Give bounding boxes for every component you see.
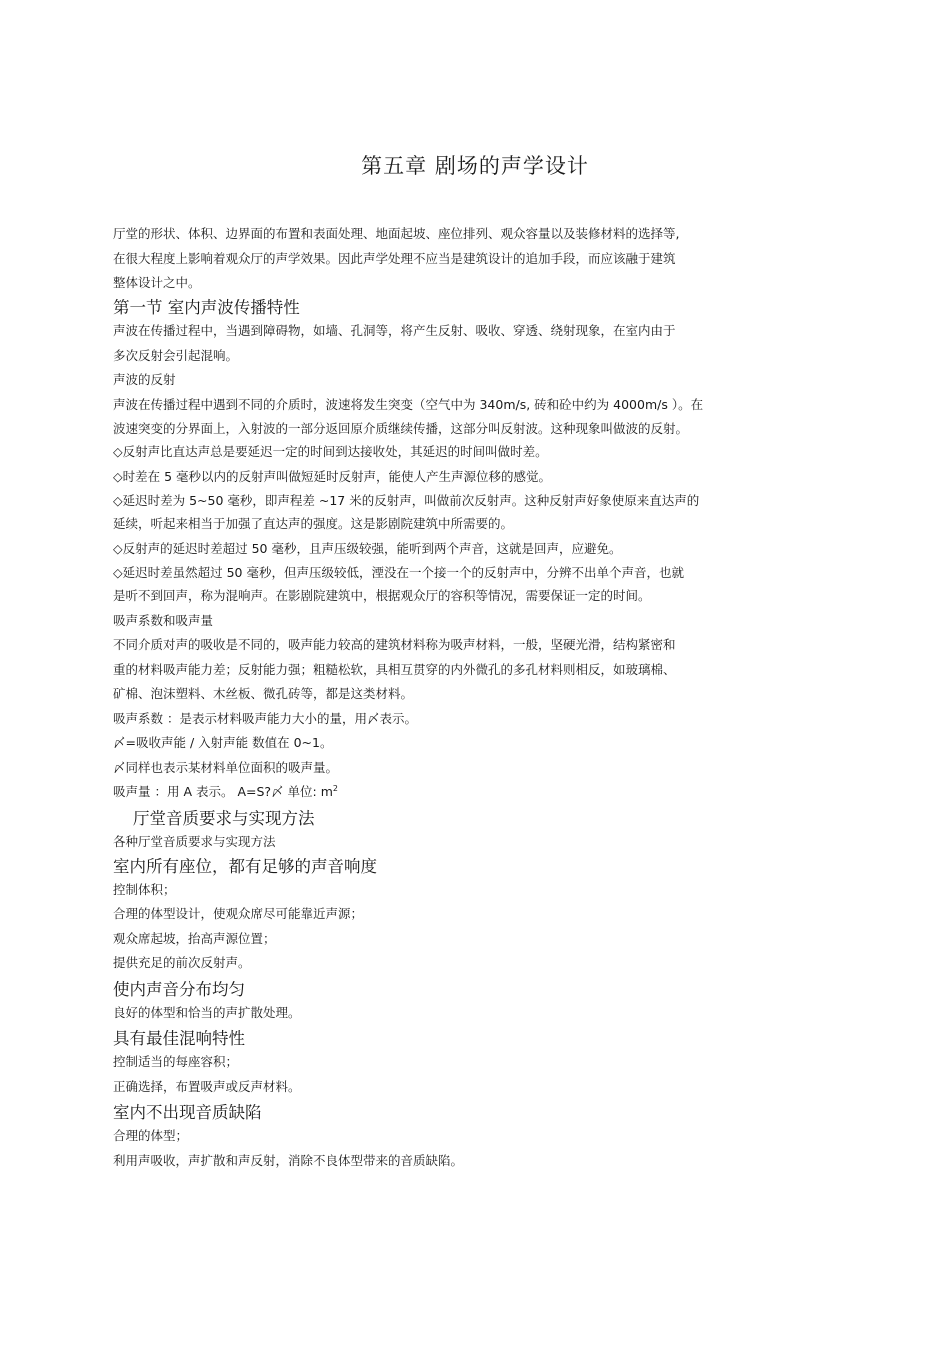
bullet-line: ◇时差在 5 毫秒以内的反射声叫做短延时反射声，能使人产生声源位移的感觉。 — [113, 468, 552, 484]
section-heading: 第一节 室内声波传播特性 — [113, 298, 300, 317]
intro-line: 整体设计之中。 — [113, 275, 201, 290]
absorption-amount-text: 吸声量 ：用 A 表示。 A=S?〆 单位: m — [113, 784, 333, 799]
requirement-heading: 使内声音分布均匀 — [113, 979, 245, 999]
paragraph-line: 波速突变的分界面上，入射波的一部分返回原介质继续传播，这部分叫反射波。这种现象叫做波的反射。 — [113, 421, 689, 436]
requirement-heading: 室内不出现音质缺陷 — [113, 1103, 262, 1122]
requirement-item: 合理的体型； — [113, 1128, 189, 1143]
bullet-line: ◇延迟时差为 5~50 毫秒，即声程差 ~17 米的反射声，叫做前次反射声。这种反射声好象使原来直达声的 — [113, 493, 700, 508]
intro-line: 厅堂的形状、体积、边界面的布置和表面处理、地面起坡、座位排列、观众容量以及装修材料的选择等, — [113, 226, 680, 241]
subsection-title: 吸声系数和吸声量 — [113, 612, 214, 628]
bullet-line: ◇反射声的延迟时差超过 50 毫秒，且声压级较强，能听到两个声音，这就是回声，应避免。 — [113, 540, 622, 556]
requirement-item: 良好的体型和恰当的声扩散处理。 — [113, 1004, 301, 1020]
bullet-line: ◇反射声比直达声总是要延迟一定的时间到达接收处，其延迟的时间叫做时差。 — [113, 444, 548, 459]
section-heading: 厅堂音质要求与实现方法 — [133, 808, 315, 828]
paragraph-line: 吸声系数 ：是表示材料吸声能力大小的量，用〆表示。 — [113, 710, 417, 726]
requirement-heading: 具有最佳混响特性 — [113, 1029, 245, 1048]
bullet-line: 延续，听起来相当于加强了直达声的强度。这是影剧院建筑中所需要的。 — [113, 516, 514, 531]
bullet-line: ◇延迟时差虽然超过 50 毫秒，但声压级较低，湮没在一个接一个的反射声中，分辨不出单个声音，也就 — [113, 565, 684, 580]
subsection-title: 声波的反射 — [113, 372, 176, 387]
unit-superscript: 2 — [332, 783, 338, 793]
document-body — [113, 226, 873, 1177]
paragraph-line: 多次反射会引起混响。 — [113, 347, 239, 363]
paragraph-line: 〆=吸收声能 / 入射声能 数值在 0~1。 — [113, 735, 333, 750]
requirement-item: 控制体积； — [113, 881, 176, 897]
requirement-item: 利用声吸收，声扩散和声反射，消除不良体型带来的音质缺陷。 — [113, 1152, 464, 1168]
requirement-item: 观众席起坡，抬高声源位置； — [113, 930, 276, 946]
formula-line — [113, 784, 873, 809]
bullet-line: 是听不到回声，称为混响声。在影剧院建筑中，根据观众厅的容积等情况，需要保证一定的时间。 — [113, 588, 651, 603]
requirement-item: 提供充足的前次反射声。 — [113, 955, 251, 970]
intro-line: 在很大程度上影响着观众厅的声学效果。因此声学处理不应当是建筑设计的追加手段，而应该融于建筑 — [113, 250, 676, 266]
paragraph-line: 矿棉、泡沫塑料、木丝板、微孔砖等，都是这类材料。 — [113, 686, 414, 701]
paragraph-line: 重的材料吸声能力差；反射能力强；粗糙松软，具相互贯穿的内外微孔的多孔材料则相反，如玻璃棉、 — [113, 661, 676, 677]
paragraph-line: 声波在传播过程中遇到不同的介质时，波速将发生突变（空气中为 340m/s, 砖和砼中约为 4000m/s ）。在 — [113, 396, 704, 412]
chapter-title: 第五章 剧场的声学设计 — [361, 154, 589, 178]
paragraph-line: 声波在传播过程中，当遇到障碍物，如墙、孔洞等，将产生反射、吸收、穿透、绕射现象，在室内由于 — [113, 323, 676, 338]
requirement-item: 控制适当的每座容积； — [113, 1054, 239, 1069]
requirement-item: 合理的体型设计，使观众席尽可能靠近声源； — [113, 906, 364, 921]
paragraph-line: 不同介质对声的吸收是不同的，吸声能力较高的建筑材料称为吸声材料，一般，坚硬光滑，结构紧密和 — [113, 637, 676, 652]
paragraph-line: 〆同样也表示某材料单位面积的吸声量。 — [113, 759, 339, 775]
requirement-item: 正确选择，布置吸声或反声材料。 — [113, 1078, 301, 1094]
section-subtitle: 各种厅堂音质要求与实现方法 — [113, 833, 276, 849]
requirement-heading: 室内所有座位，都有足够的声音响度 — [113, 856, 377, 876]
